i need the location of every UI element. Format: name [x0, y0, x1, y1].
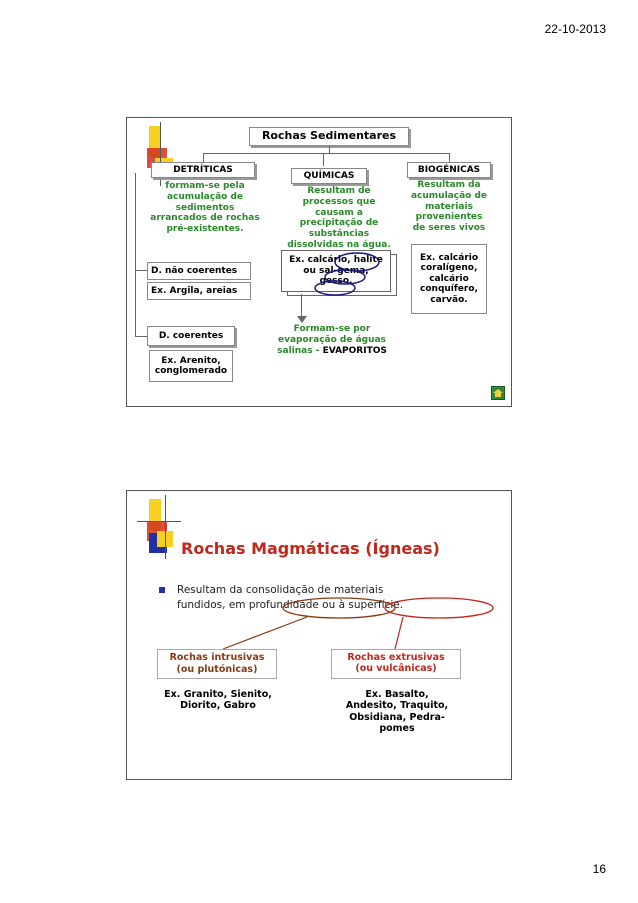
quimicas-box: QUÍMICAS [291, 168, 367, 184]
connector [135, 270, 147, 271]
bullet-item: Resultam da consolidação de materiais fundidos, em profundidade ou à superfície. [159, 583, 499, 613]
quimicas-description: Resultam de processos que causam a precipitação de substâncias dissolvidas na água. [287, 186, 391, 250]
diagram-title: Rochas Sedimentares [249, 127, 409, 146]
coerentes-example: Ex. Arenito, conglomerado [149, 350, 233, 382]
biogenicas-example: Ex. calcário coralígeno, calcário conquífero, carvão. [411, 244, 487, 314]
arrow-down-icon [297, 316, 307, 324]
biogenicas-description: Resultam da acumulação de materiais provenientes de seres vivos [410, 180, 488, 234]
intrusivas-link [223, 617, 307, 649]
extrusivas-examples: Ex. Basalto, Andesito, Traquito, Obsidiana, Pedra- pomes [345, 689, 449, 735]
halite-ellipse [335, 253, 379, 271]
slide-rochas-sedimentares [126, 117, 512, 407]
quimicas-example: Ex. calcário, halite ou sal-gema, gesso, [281, 250, 391, 292]
connector [323, 153, 324, 166]
nao-coerentes-example: Ex. Argila, areias [147, 282, 251, 300]
home-icon [492, 387, 504, 399]
connector [203, 153, 204, 162]
connector [329, 146, 330, 153]
rochas-extrusivas-box: Rochas extrusivas (ou vulcânicas) [331, 649, 461, 679]
detriticas-branch-line [135, 173, 136, 337]
slide-title: Rochas Magmáticas (Ígneas) [181, 539, 440, 558]
connector [135, 336, 147, 337]
intrusivas-examples: Ex. Granito, Sienito, Diorito, Gabro [164, 689, 272, 712]
connector [203, 153, 449, 154]
nao-coerentes-box: D. não coerentes [147, 262, 251, 280]
slide-rochas-magmaticas [126, 490, 512, 780]
header-date: 22-10-2013 [544, 22, 606, 36]
home-button[interactable] [491, 386, 505, 400]
superficie-ellipse [385, 598, 493, 618]
biogenicas-box: BIOGÉNICAS [407, 162, 491, 178]
highlight-ellipses [277, 244, 401, 304]
rochas-intrusivas-box: Rochas intrusivas (ou plutónicas) [157, 649, 277, 679]
page-number: 16 [592, 862, 606, 876]
connector [449, 153, 450, 162]
extrusivas-link [395, 617, 403, 649]
profundidade-ellipse [283, 598, 395, 618]
evaporitos-description: Formam-se por evaporação de águas salinas - EVAPORITOS [277, 324, 387, 356]
detriticas-box: DETRÍTICAS [151, 162, 255, 178]
coerentes-box: D. coerentes [147, 326, 235, 346]
detriticas-description: formam-se pela acumulação de sedimentos arrancados de rochas pré-existentes. [150, 181, 260, 235]
emphasis-shapes [127, 491, 513, 781]
